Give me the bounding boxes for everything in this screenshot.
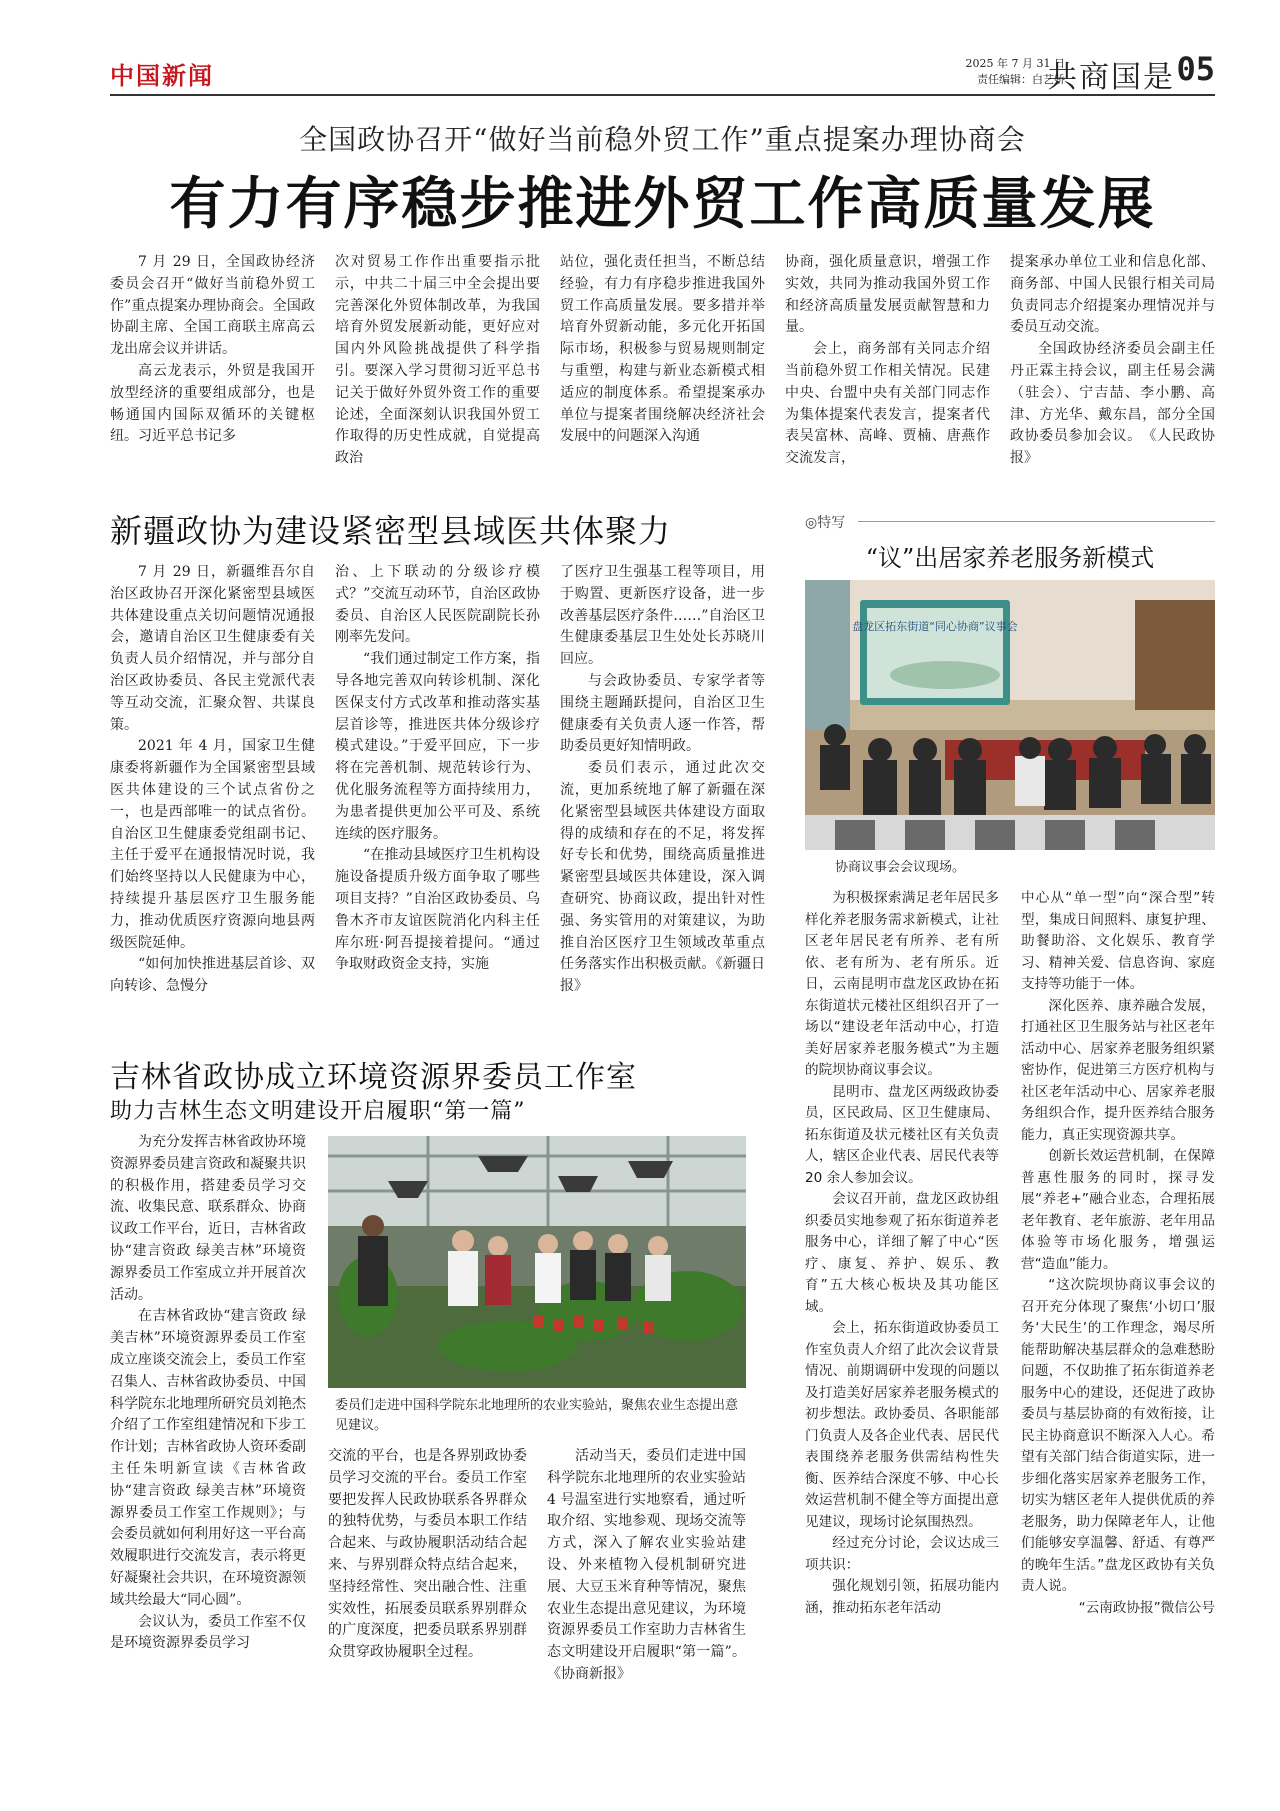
masthead xyxy=(110,50,1215,95)
lead-paragraph: 次对贸易工作作出重要指示批示，中共二十届三中全会提出要完善深化外贸体制改革，为我国培育外贸发展新动能，更好应对国内外风险挑战提供了科学指引。要深入学习贯彻习近平总书记关于做好外贸外资工作的重要论述，全面深刻认识我国外贸工作取得的历史性成就，自觉提高政治 xyxy=(335,254,540,467)
feature-headline: “议”出居家养老服务新模式 xyxy=(865,544,1155,572)
lead-column xyxy=(785,252,990,484)
page-number: 05 xyxy=(1176,50,1215,88)
lead-headline: 有力有序稳步推进外贸工作高质量发展 xyxy=(169,171,1156,237)
jilin-photo xyxy=(328,1136,746,1388)
jilin-paragraph: 交流的平台，也是各界别政协委员学习交流的平台。委员工作室要把发挥人民政协联系各界群众的独特优势，与委员本职工作结合起来、与政协履职活动结合起来、与界别群众特点结合起来，坚持经常性、突出融合性、注重实效性，拓展委员联系界别群众的广度深度，把委员联系界别群众贯穿政协履职全过程。 xyxy=(328,1448,527,1661)
jilin-photo-caption: 委员们走进中国科学院东北地理所的农业实验站，聚焦农业生态提出意见建议。 xyxy=(335,1398,739,1433)
feature-paragraph: 为积极探索满足老年居民多样化养老服务需求新模式，让社区老年居民老有所养、老有所依、老有所为、老有所乐。近日，云南昆明市盘龙区政协在拓东街道状元楼社区组织召开了一场以“建设老年活动中心，打造美好居家养老服务模式”为主题的院坝协商议事会议。 xyxy=(805,890,999,1078)
jilin-column xyxy=(110,1132,306,1722)
lead-paragraph: 协商，强化质量意识，增强工作实效，共同为推动我国外贸工作和经济高质量发展贡献智慧和力量。 xyxy=(785,254,990,336)
feature-paragraph: 深化医养、康养融合发展，打通社区卫生服务站与社区老年活动中心、居家养老服务组织紧密协作，促进第三方医疗机构与社区老年活动中心、居家养老服务组织合作，提升医养结合服务能力，真正实现资源共享。 xyxy=(1021,997,1215,1143)
banner-text: 盘龙区拓东街道“同心协商”议事会 xyxy=(852,620,1018,633)
feature-tag: ◎特写 xyxy=(805,515,846,531)
lead-column xyxy=(110,252,315,484)
jilin-column xyxy=(547,1446,746,1722)
xinjiang-body xyxy=(110,562,775,1022)
lead-column xyxy=(335,252,540,484)
feature-paragraph: 昆明市、盘龙区两级政协委员，区民政局、区卫生健康局、拓东街道及状元楼社区有关负责人，辖区企业代表、居民代表等 20 余人参加会议。 xyxy=(805,1083,999,1186)
jilin-paragraph: 活动当天，委员们走进中国科学院东北地理所的农业实验站 4 号温室进行实地察看，通过听取介绍、实地参观、现场交流等方式，深入了解农业实验站建设、外来植物入侵机制研究进展、大豆玉米育种等情况，聚焦农业生态提出意见建议，为环境资源界委员工作室助力吉林省生态文明建设开启履职“第一篇”。《协商新报》 xyxy=(547,1448,746,1682)
feature-body xyxy=(805,888,1215,1718)
feature-source: “云南政协报”微信公号 xyxy=(1078,1599,1215,1616)
feature-paragraph: 会议召开前，盘龙区政协组织委员实地参观了拓东街道养老服务中心，详细了解了中心“医疗、康复、养护、娱乐、教育”五大核心板块及其功能区域。 xyxy=(805,1191,999,1315)
lead-body xyxy=(110,252,1215,484)
jilin-subtitle: 助力吉林生态文明建设开启履职“第一篇” xyxy=(110,1099,526,1124)
xinjiang-paragraph: 委员们表示，通过此次交流，更加系统地了解了新疆在深化紧密型县域医共体建设方面取得的成绩和存在的不足，将发挥好专长和优势，围绕高质量推进紧密型县域医共体建设，深入调查研究、协商议政，提出针对性强、务实管用的对策建议，为助推自治区医疗卫生领域改革重点任务落实作出积极贡献。《新疆日报》 xyxy=(560,760,765,995)
xinjiang-headline: 新疆政协为建设紧密型县域医共体聚力 xyxy=(110,512,672,550)
feature-photo-caption: 协商议事会会议现场。 xyxy=(835,860,966,875)
feature-column xyxy=(1021,888,1215,1718)
xinjiang-paragraph: 7 月 29 日，新疆维吾尔自治区政协召开深化紧密型县域医共体建设重点关切问题情况通报会，邀请自治区卫生健康委有关负责人员介绍情况，并与部分自治区政协委员、各民主党派代表等互动交流，汇聚众智、共谋良策。 xyxy=(110,564,315,733)
xinjiang-paragraph: 2021 年 4 月，国家卫生健康委将新疆作为全国紧密型县域医共体建设的三个试点省份之一，也是西部唯一的试点省份。自治区卫生健康委党组副书记、主任于爱平在通报情况时说，我们始终坚持以人民健康为中心，持续提升基层医疗卫生服务能力，推动优质医疗资源向地县两级医院延伸。 xyxy=(110,738,315,951)
jilin-paragraph: 为充分发挥吉林省政协环境资源界委员建言资政和凝聚共识的积极作用，搭建委员学习交流、收集民意、联系群众、协商议政工作平台，近日，吉林省政协“建言资政 绿美吉林”环境资源界委员工作室成立并开展首次活动。 xyxy=(110,1134,306,1303)
meeting-photo-illustration xyxy=(805,580,1215,850)
lead-column xyxy=(560,252,765,484)
lead-paragraph: 提案承办单位工业和信息化部、商务部、中国人民银行相关司局负责同志介绍提案办理情况并与委员互动交流。 xyxy=(1010,254,1215,336)
greenhouse-photo-illustration xyxy=(328,1136,746,1388)
xinjiang-paragraph: 了医疗卫生强基工程等项目，用于购置、更新医疗设备，进一步改善基层医疗条件……”自治区卫生健康委基层卫生处处长苏晓川回应。 xyxy=(560,564,765,668)
jilin-column xyxy=(328,1446,527,1722)
lead-column xyxy=(1010,252,1215,484)
feature-tag-rule xyxy=(858,521,1215,522)
jilin-body-lower xyxy=(328,1446,746,1722)
xinjiang-paragraph: “如何加快推进基层首诊、双向转诊、急慢分 xyxy=(110,956,315,995)
feature-paragraph: 强化规划引领，拓展功能内涵，推动拓东老年活动 xyxy=(805,1578,999,1616)
lead-paragraph: 高云龙表示，外贸是我国开放型经济的重要组成部分，也是畅通国内国际双循环的关键枢纽。习近平总书记多 xyxy=(110,362,315,445)
feature-paragraph: 会上，拓东街道政协委员工作室负责人介绍了此次会议背景情况、前期调研中发现的问题以及打造美好居家养老服务模式的初步想法。政协委员、各职能部门负责人及各企业代表、居民代表围绕养老服务供需结构性失衡、医养结合深度不够、中心长效运营机制不健全等方面提出意见建议，现场讨论氛围热烈。 xyxy=(805,1320,999,1530)
newspaper-logo: 中国新闻 xyxy=(110,61,214,90)
xinjiang-paragraph: 与会政协委员、专家学者等围绕主题踊跃提问，自治区卫生健康委有关负责人逐一作答，帮助委员更好知情明政。 xyxy=(560,672,765,755)
xinjiang-column xyxy=(335,562,540,1022)
xinjiang-column xyxy=(110,562,315,1022)
feature-paragraph: 经过充分讨论，会议达成三项共识： xyxy=(805,1535,999,1573)
lead-kicker: 全国政协召开“做好当前稳外贸工作”重点提案办理协商会 xyxy=(299,123,1026,156)
lead-paragraph: 会上，商务部有关同志介绍当前稳外贸工作相关情况。民建中央、台盟中央有关部门同志作为集体提案代表发言，提案者代表吴富林、高峰、贾楠、唐燕作交流发言， xyxy=(785,341,990,467)
feature-paragraph: 创新长效运营机制，在保障普惠性服务的同时，探寻发展“养老+”融合业态，合理拓展老年教育、老年旅游、老年用品体验等市场化服务，增强运营“造血”能力。 xyxy=(1021,1148,1215,1272)
xinjiang-paragraph: 治、上下联动的分级诊疗模式？”交流互动环节，自治区政协委员、自治区人民医院副院长孙刚率先发问。 xyxy=(335,564,540,646)
lead-paragraph: 站位，强化责任担当，不断总结经验，有力有序稳步推进我国外贸工作高质量发展。要多措并举培育外贸新动能，多元化开拓国际市场，积极参与贸易规则制定与重塑，构建与新业态新模式相适应的制度体系。希望提案承办单位与提案者围绕解决经济社会发展中的问题深入沟通 xyxy=(560,254,765,445)
jilin-headline: 吉林省政协成立环境资源界委员工作室 xyxy=(110,1060,637,1095)
xinjiang-column xyxy=(560,562,765,1022)
jilin-paragraph: 在吉林省政协“建言资政 绿美吉林”环境资源界委员工作室成立座谈交流会上，委员工作室召集人、吉林省政协委员、中国科学院东北地理所研究员刘艳杰介绍了工作室组建情况和下步工作计划；吉林省政协人资环委副主任朱明新宣读《吉林省政协“建言资政 绿美吉林”环境资源界委员工作室工作规则》；与会委员就如何利用好这一平台高效履职进行交流发言，表示将更好凝聚社会共识，在环境资源领域共绘最大“同心圆”。 xyxy=(110,1308,306,1608)
feature-column xyxy=(805,888,999,1718)
feature-photo xyxy=(805,580,1215,850)
issue-date: 2025 年 7 月 31 日 xyxy=(965,57,1065,70)
editor-credit: 责任编辑：白艺娇 xyxy=(977,73,1065,86)
xinjiang-paragraph: “我们通过制定工作方案，指导各地完善双向转诊机制、深化医保支付方式改革和推动落实基层首诊等，推进医共体分级诊疗模式建设。”于爱平回应，下一步将在完善机制、规范转诊行为、优化服务流程等方面持续用力，为患者提供更加公平可及、系统连续的医疗服务。 xyxy=(335,651,540,842)
section-name: 共商国是 xyxy=(1047,60,1175,95)
feature-paragraph: “这次院坝协商议事会议的召开充分体现了聚焦‘小切口’服务‘大民生’的工作理念，竭尽所能帮助解决基层群众的急难愁盼问题，不仅助推了拓东街道养老服务中心的建设，还促进了政协委员与基层协商的有效衔接，让民主协商意识不断深入人心。希望有关部门结合街道实际，进一步细化落实居家养老服务工作，切实为辖区老年人提供优质的养老服务，助力保障老年人，让他们能够安享温馨、舒适、有尊严的晚年生活。”盘龙区政协有关负责人说。 xyxy=(1021,1277,1215,1594)
xinjiang-paragraph: “在推动县域医疗卫生机构设施设备提质升级方面争取了哪些项目支持？”自治区政协委员、乌鲁木齐市友谊医院消化内科主任库尔班·阿吾提接着提问。“通过争取财政资金支持，实施 xyxy=(335,847,540,973)
masthead-divider xyxy=(110,94,1215,96)
lead-paragraph: 7 月 29 日，全国政协经济委员会召开“做好当前稳外贸工作”重点提案办理协商会。全国政协副主席、全国工商联主席高云龙出席会议并讲话。 xyxy=(110,254,315,358)
jilin-paragraph: 会议认为，委员工作室不仅是环境资源界委员学习 xyxy=(110,1613,306,1652)
feature-paragraph: 中心从“单一型”向“深合型”转型，集成日间照料、康复护理、助餐助浴、文化娱乐、教育学习、精神关爱、信息咨询、家庭支持等功能于一体。 xyxy=(1021,890,1215,992)
lead-paragraph: 全国政协经济委员会副主任丹正霖主持会议，副主任易会满（驻会）、宁吉喆、李小鹏、高津、方光华、戴东昌，部分全国政协委员参加会议。 《人民政协报》 xyxy=(1010,341,1215,467)
